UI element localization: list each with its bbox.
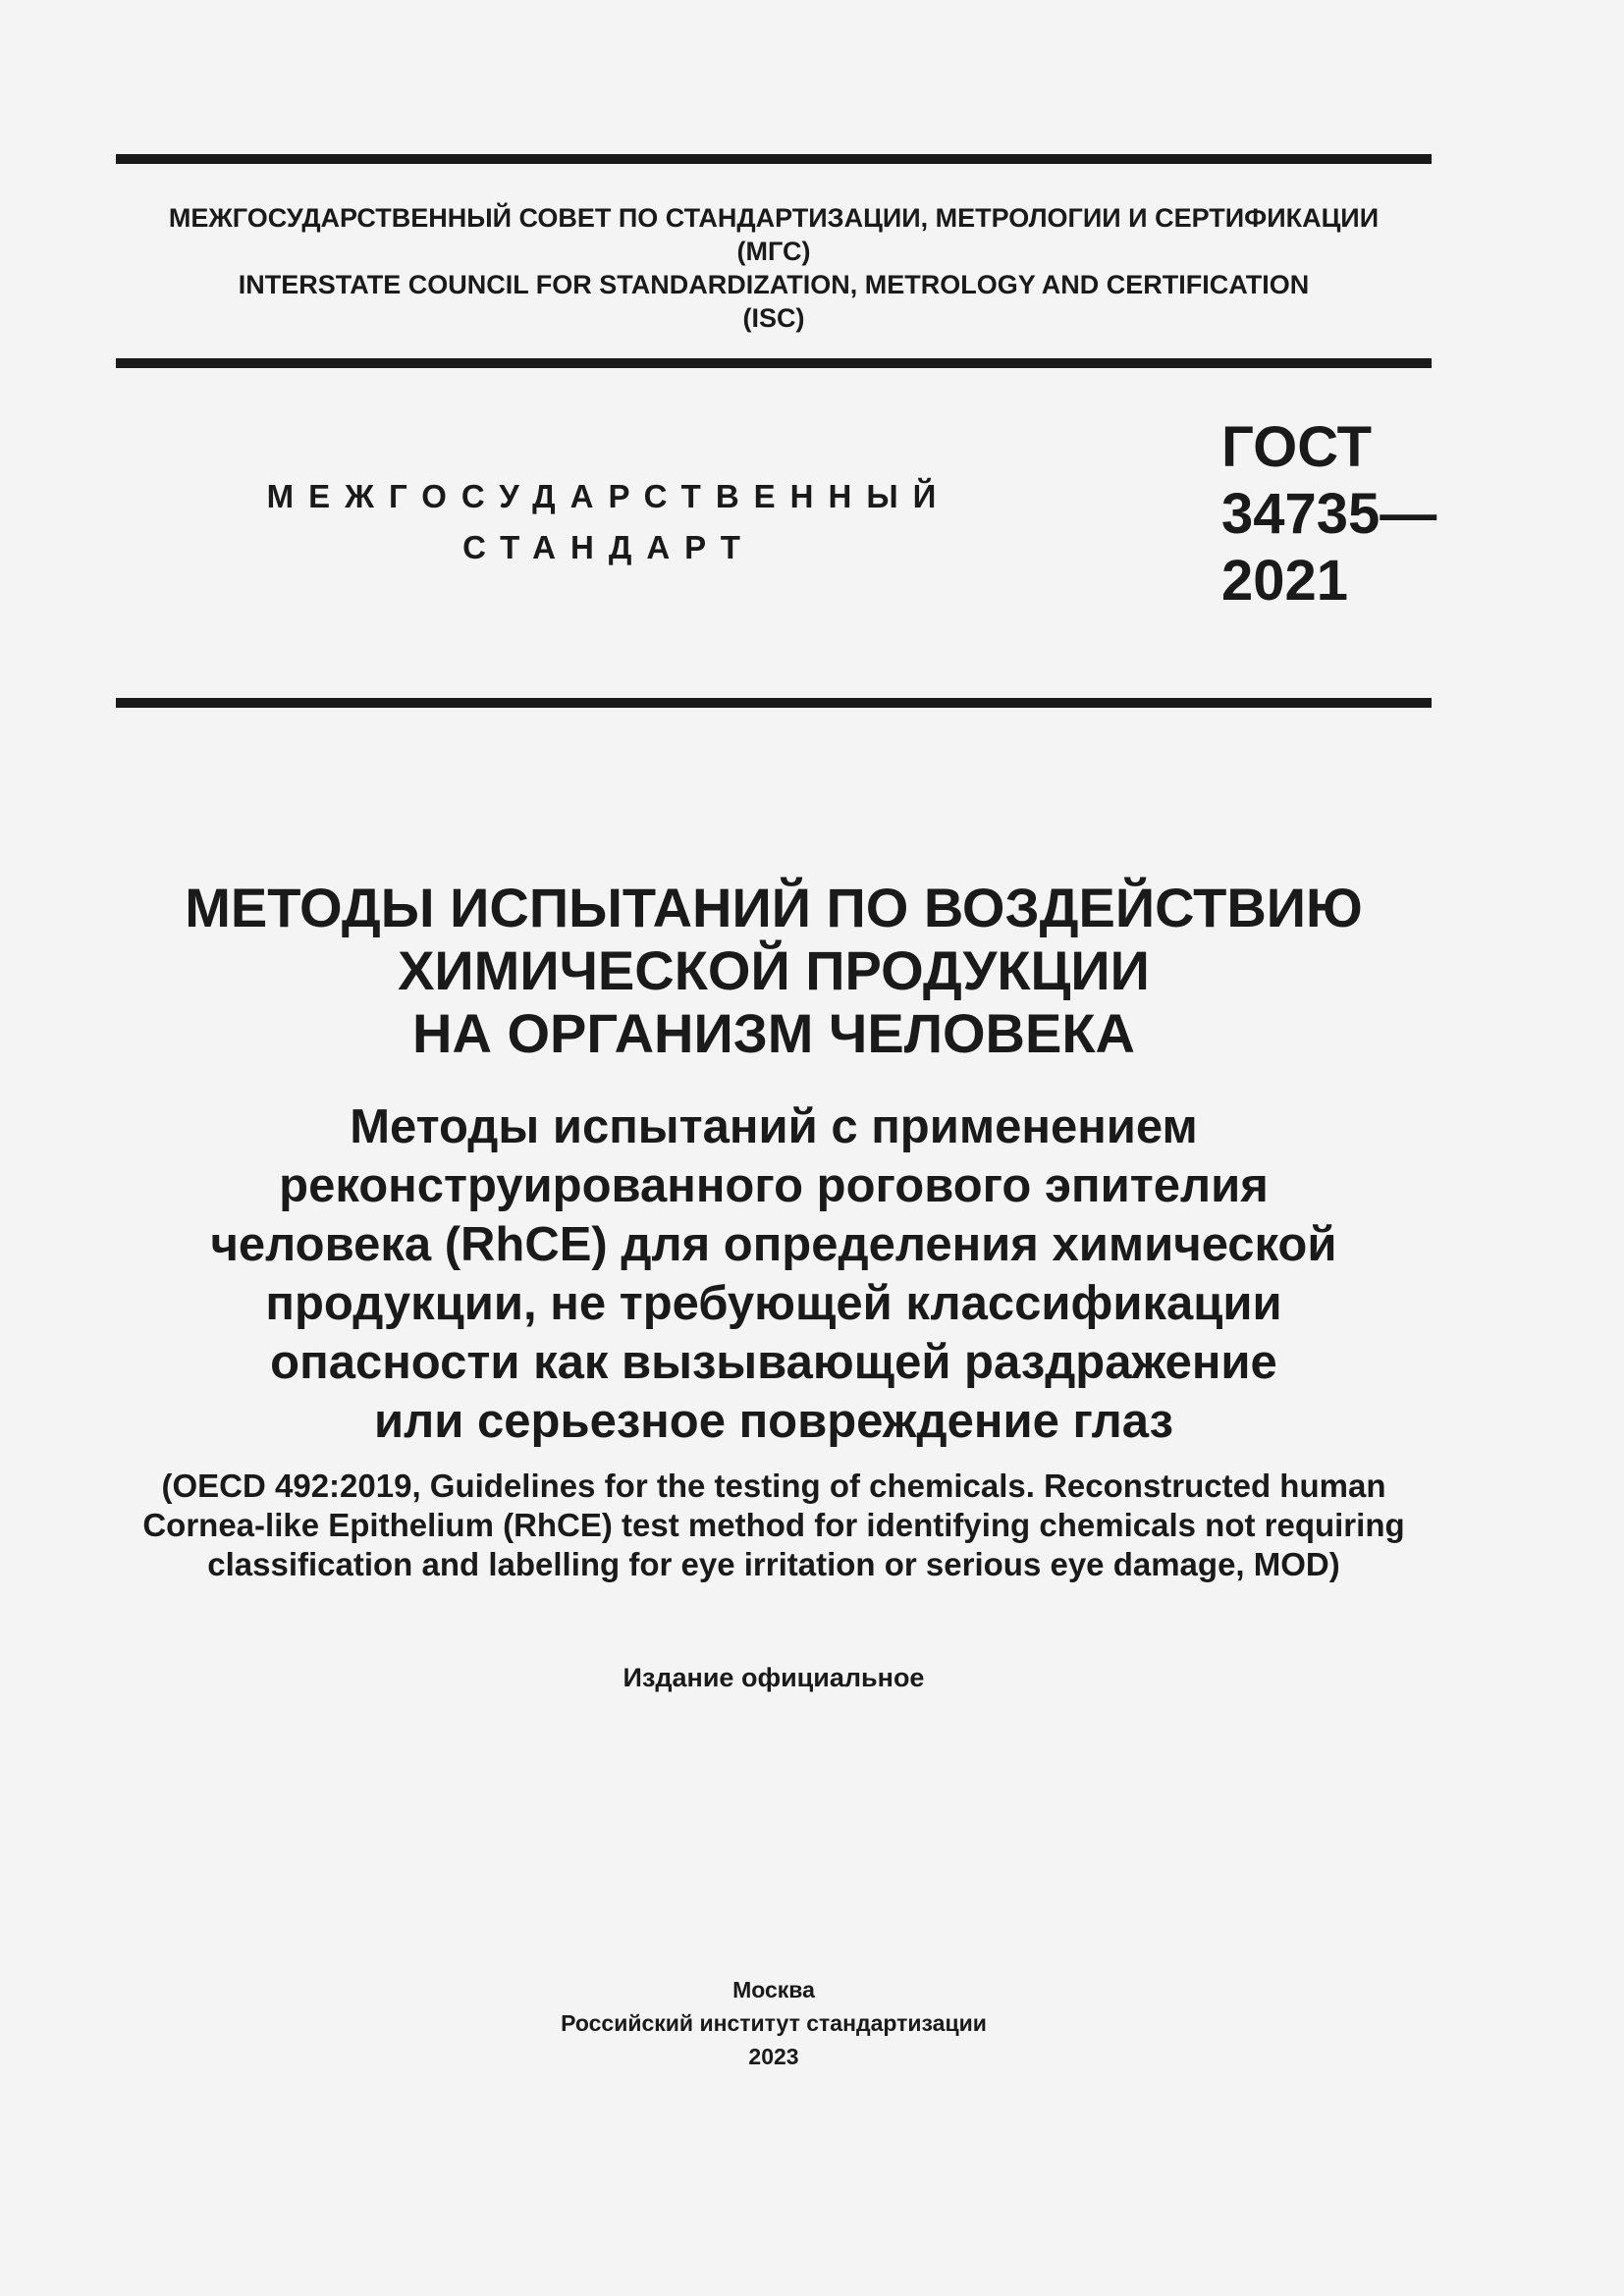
imprint-city: Москва [732, 1977, 815, 2002]
main-title-line: ХИМИЧЕСКОЙ ПРОДУКЦИИ [398, 939, 1150, 1001]
main-title [116, 877, 1432, 1065]
council-name-ru: МЕЖГОСУДАРСТВЕННЫЙ СОВЕТ ПО СТАНДАРТИЗАЦИИ, МЕТРОЛОГИИ И СЕРТИФИКАЦИИ [168, 203, 1380, 233]
subtitle-line: реконструированного рогового эпителия [279, 1159, 1269, 1212]
original-title [116, 1467, 1432, 1584]
designation-year: 2021 [1221, 549, 1349, 613]
designation-rule [116, 698, 1432, 708]
designation-number: 34735— [1221, 482, 1437, 546]
imprint [116, 1973, 1432, 2073]
standard-designation [1221, 414, 1436, 614]
council-abbr-ru: (МГС) [736, 237, 811, 266]
council-abbr-en: (ISC) [742, 303, 805, 333]
top-rule [116, 154, 1432, 164]
imprint-publisher: Российский институт стандартизации [561, 2010, 987, 2036]
imprint-year: 2023 [748, 2044, 799, 2069]
original-title-line: classification and labelling for eye irritation or serious eye damage, MOD) [207, 1546, 1340, 1582]
subtitle-line: или серьезное повреждение глаз [374, 1395, 1173, 1448]
main-title-line: МЕТОДЫ ИСПЫТАНИЙ ПО ВОЗДЕЙСТВИЮ [185, 877, 1363, 938]
edition-label: Издание официальное [623, 1663, 925, 1692]
designation-prefix: ГОСТ [1221, 415, 1373, 479]
standard-type-line-1: МЕЖГОСУДАРСТВЕННЫЙ [266, 478, 951, 514]
council-name-en: INTERSTATE COUNCIL FOR STANDARDIZATION, METROLOGY AND CERTIFICATION [238, 270, 1310, 299]
header-rule [116, 358, 1432, 368]
council-header [116, 201, 1432, 335]
original-title-line: Cornea-like Epithelium (RhCE) test method for identifying chemicals not requiring [142, 1507, 1405, 1543]
subtitle-line: Методы испытаний с применением [350, 1100, 1198, 1153]
subtitle-line: опасности как вызывающей раздражение [270, 1336, 1277, 1389]
subtitle [116, 1097, 1432, 1451]
subtitle-line: продукции, не требующей классификации [265, 1277, 1282, 1330]
standard-type-label [196, 471, 1021, 573]
standard-type-line-2: СТАНДАРТ [462, 529, 755, 565]
main-title-line: НА ОРГАНИЗМ ЧЕЛОВЕКА [412, 1002, 1135, 1064]
original-title-line: (OECD 492:2019, Guidelines for the testing of chemicals. Reconstructed human [161, 1468, 1386, 1504]
subtitle-line: человека (RhCE) для определения химической [210, 1218, 1337, 1271]
